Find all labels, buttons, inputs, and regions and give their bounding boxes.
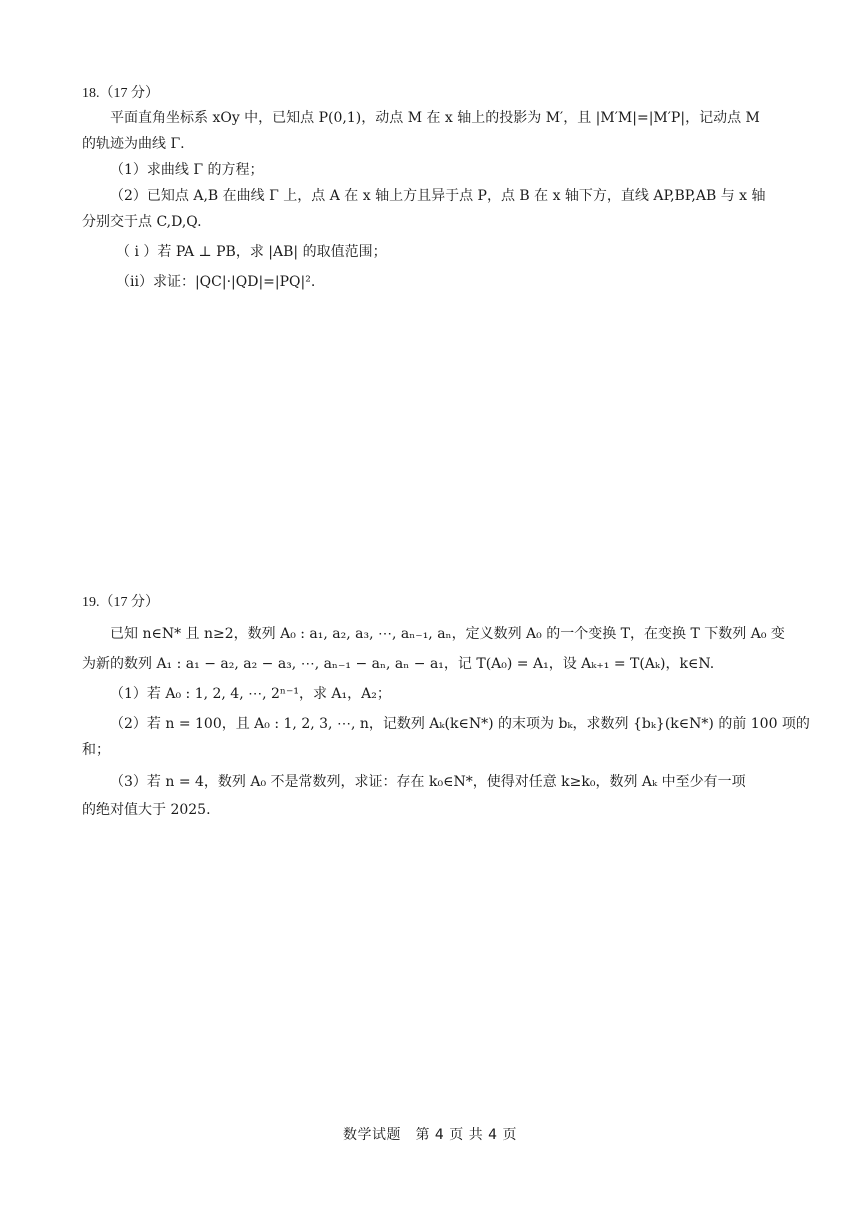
q18-line-2: 的轨迹为曲线 Γ.: [82, 136, 185, 152]
q19-part-2: （2）若 n = 100，且 A₀ : 1, 2, 3, ⋯, n，记数列 Aₖ(k∈N*) 的末项为 bₖ，求数列 {bₖ}(k∈N*) 的前 100 项的: [110, 716, 810, 732]
q19-part-3: （3）若 n = 4，数列 A₀ 不是常数列，求证：存在 k₀∈N*，使得对任意 k≥k₀，数列 Aₖ 中至少有一项: [110, 774, 746, 790]
question-18-header: 18.（17 分）: [82, 86, 159, 101]
q18-part-2-i: （ i ）若 PA ⊥ PB，求 |AB| 的取值范围；: [116, 244, 387, 260]
q19-line-2: 为新的数列 A₁ : a₁ − a₂, a₂ − a₃, ⋯, aₙ₋₁ − aₙ, aₙ − a₁，记 T(A₀) = A₁，设 Aₖ₊₁ = T(Aₖ)，k∈N.: [82, 656, 715, 672]
q19-line-1: 已知 n∈N* 且 n≥2，数列 A₀ : a₁, a₂, a₃, ⋯, aₙ₋₁, aₙ，定义数列 A₀ 的一个变换 T，在变换 T 下数列 A₀ 变: [110, 626, 785, 642]
q19-part-1: （1）若 A₀ : 1, 2, 4, ⋯, 2ⁿ⁻¹，求 A₁，A₂；: [110, 686, 391, 702]
q19-part-3-cont: 的绝对值大于 2025.: [82, 802, 211, 818]
question-19-header: 19.（17 分）: [82, 595, 159, 610]
q19-part-2-cont: 和；: [82, 742, 110, 758]
q18-part-2-cont: 分别交于点 C,D,Q.: [82, 214, 202, 230]
page-footer: 数学试题 第 4 页 共 4 页: [342, 1127, 518, 1143]
q18-part-2-ii: （ii）求证：|QC|·|QD|=|PQ|².: [116, 274, 316, 290]
q18-line-1: 平面直角坐标系 xOy 中，已知点 P(0,1)，动点 M 在 x 轴上的投影为 M′，且 |M′M|=|M′P|，记动点 M: [110, 110, 760, 126]
q18-part-1: （1）求曲线 Γ 的方程；: [110, 162, 264, 178]
q18-part-2: （2）已知点 A,B 在曲线 Γ 上，点 A 在 x 轴上方且异于点 P，点 B 在 x 轴下方，直线 AP,BP,AB 与 x 轴: [110, 188, 766, 204]
